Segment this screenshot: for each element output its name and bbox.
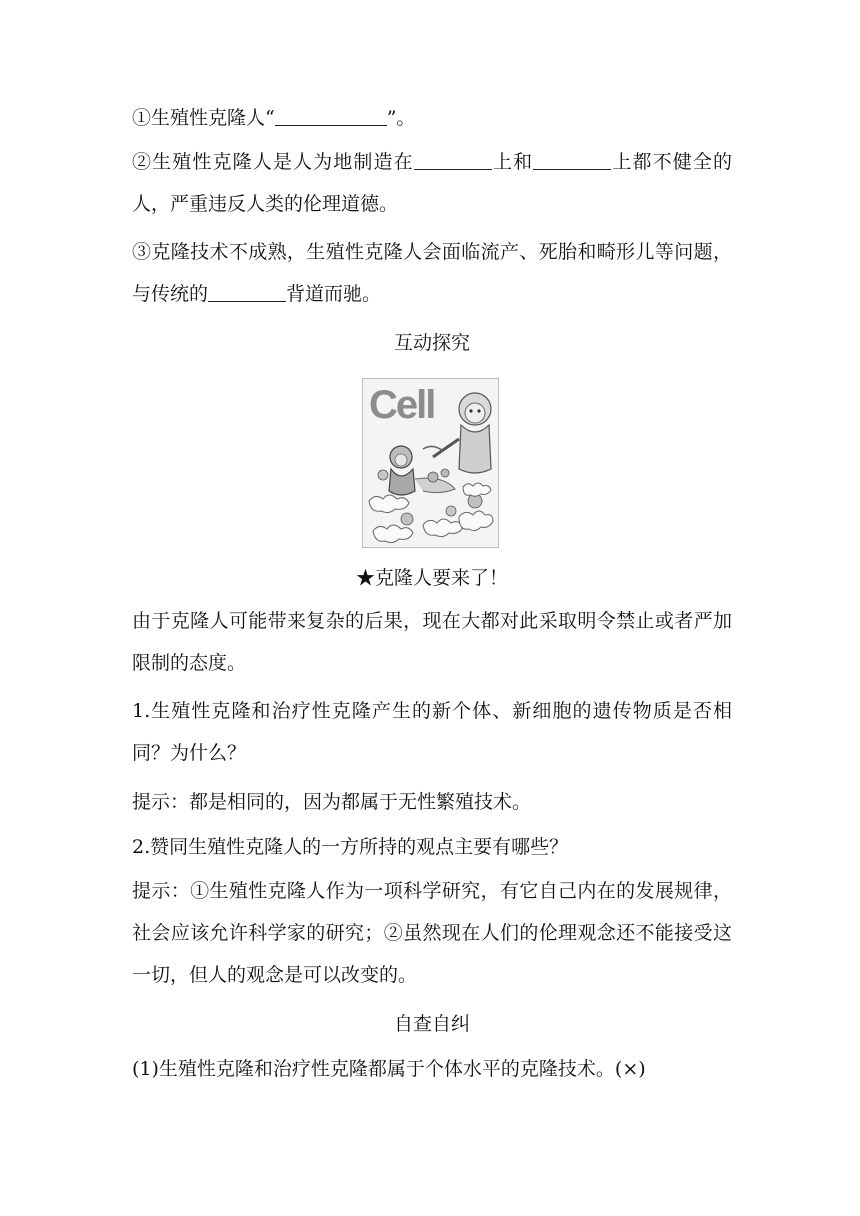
answer-blank xyxy=(275,107,387,126)
section-title-self-check: 自查自纠 xyxy=(393,1013,470,1035)
answer-blank xyxy=(414,151,492,170)
fill-item-3 xyxy=(132,231,732,315)
fill-item-2-text-3: 上都不健全的人，严重违反人类的伦理道德。 xyxy=(132,151,732,215)
fill-item-3-text-1: ③克隆技术不成熟，生殖性克隆人会面临流产、死胎和畸形儿等问题，与传统的 xyxy=(132,241,732,305)
intro-paragraph: 由于克隆人可能带来复杂的后果，现在大都对此采取明令禁止或者严加限制的态度。 xyxy=(132,610,732,674)
fill-item-1-text-before: ①生殖性克隆人“ xyxy=(132,107,275,129)
self-check-item-1: (1)生殖性克隆和治疗性克隆都属于个体水平的克隆技术。(×) xyxy=(132,1058,646,1080)
fill-item-1 xyxy=(132,96,732,141)
question-2: 2.赞同生殖性克隆人的一方所持的观点主要有哪些？ xyxy=(132,836,569,858)
cover-title-text: Cell xyxy=(369,383,435,427)
fill-item-2-text-1: ②生殖性克隆人是人为地制造在 xyxy=(132,151,414,173)
fill-item-1-text-after: ”。 xyxy=(386,107,416,129)
cartoon-illustration xyxy=(363,379,498,547)
question-1: 1.生殖性克隆和治疗性克隆产生的新个体、新细胞的遗传物质是否相同？为什么？ xyxy=(132,700,732,764)
figure-caption: ★克隆人要来了！ xyxy=(355,567,508,589)
cell-cover-image xyxy=(362,378,499,548)
answer-1: 提示：都是相同的，因为都属于无性繁殖技术。 xyxy=(132,791,532,813)
answer-blank xyxy=(208,283,286,302)
fill-item-2-text-2: 上和 xyxy=(491,151,534,173)
fill-item-3-text-2: 背道而驰。 xyxy=(286,283,382,305)
section-title-interaction: 互动探究 xyxy=(393,332,470,354)
document-page xyxy=(132,96,732,1092)
figure-container xyxy=(132,366,732,546)
answer-blank xyxy=(533,151,611,170)
answer-2: 提示：①生殖性克隆人作为一项科学研究，有它自己内在的发展规律，社会应该允许科学家的研究；②虽然现在人们的伦理观念还不能接受这一切，但人的观念是可以改变的。 xyxy=(132,880,732,986)
fill-item-2 xyxy=(132,141,732,225)
